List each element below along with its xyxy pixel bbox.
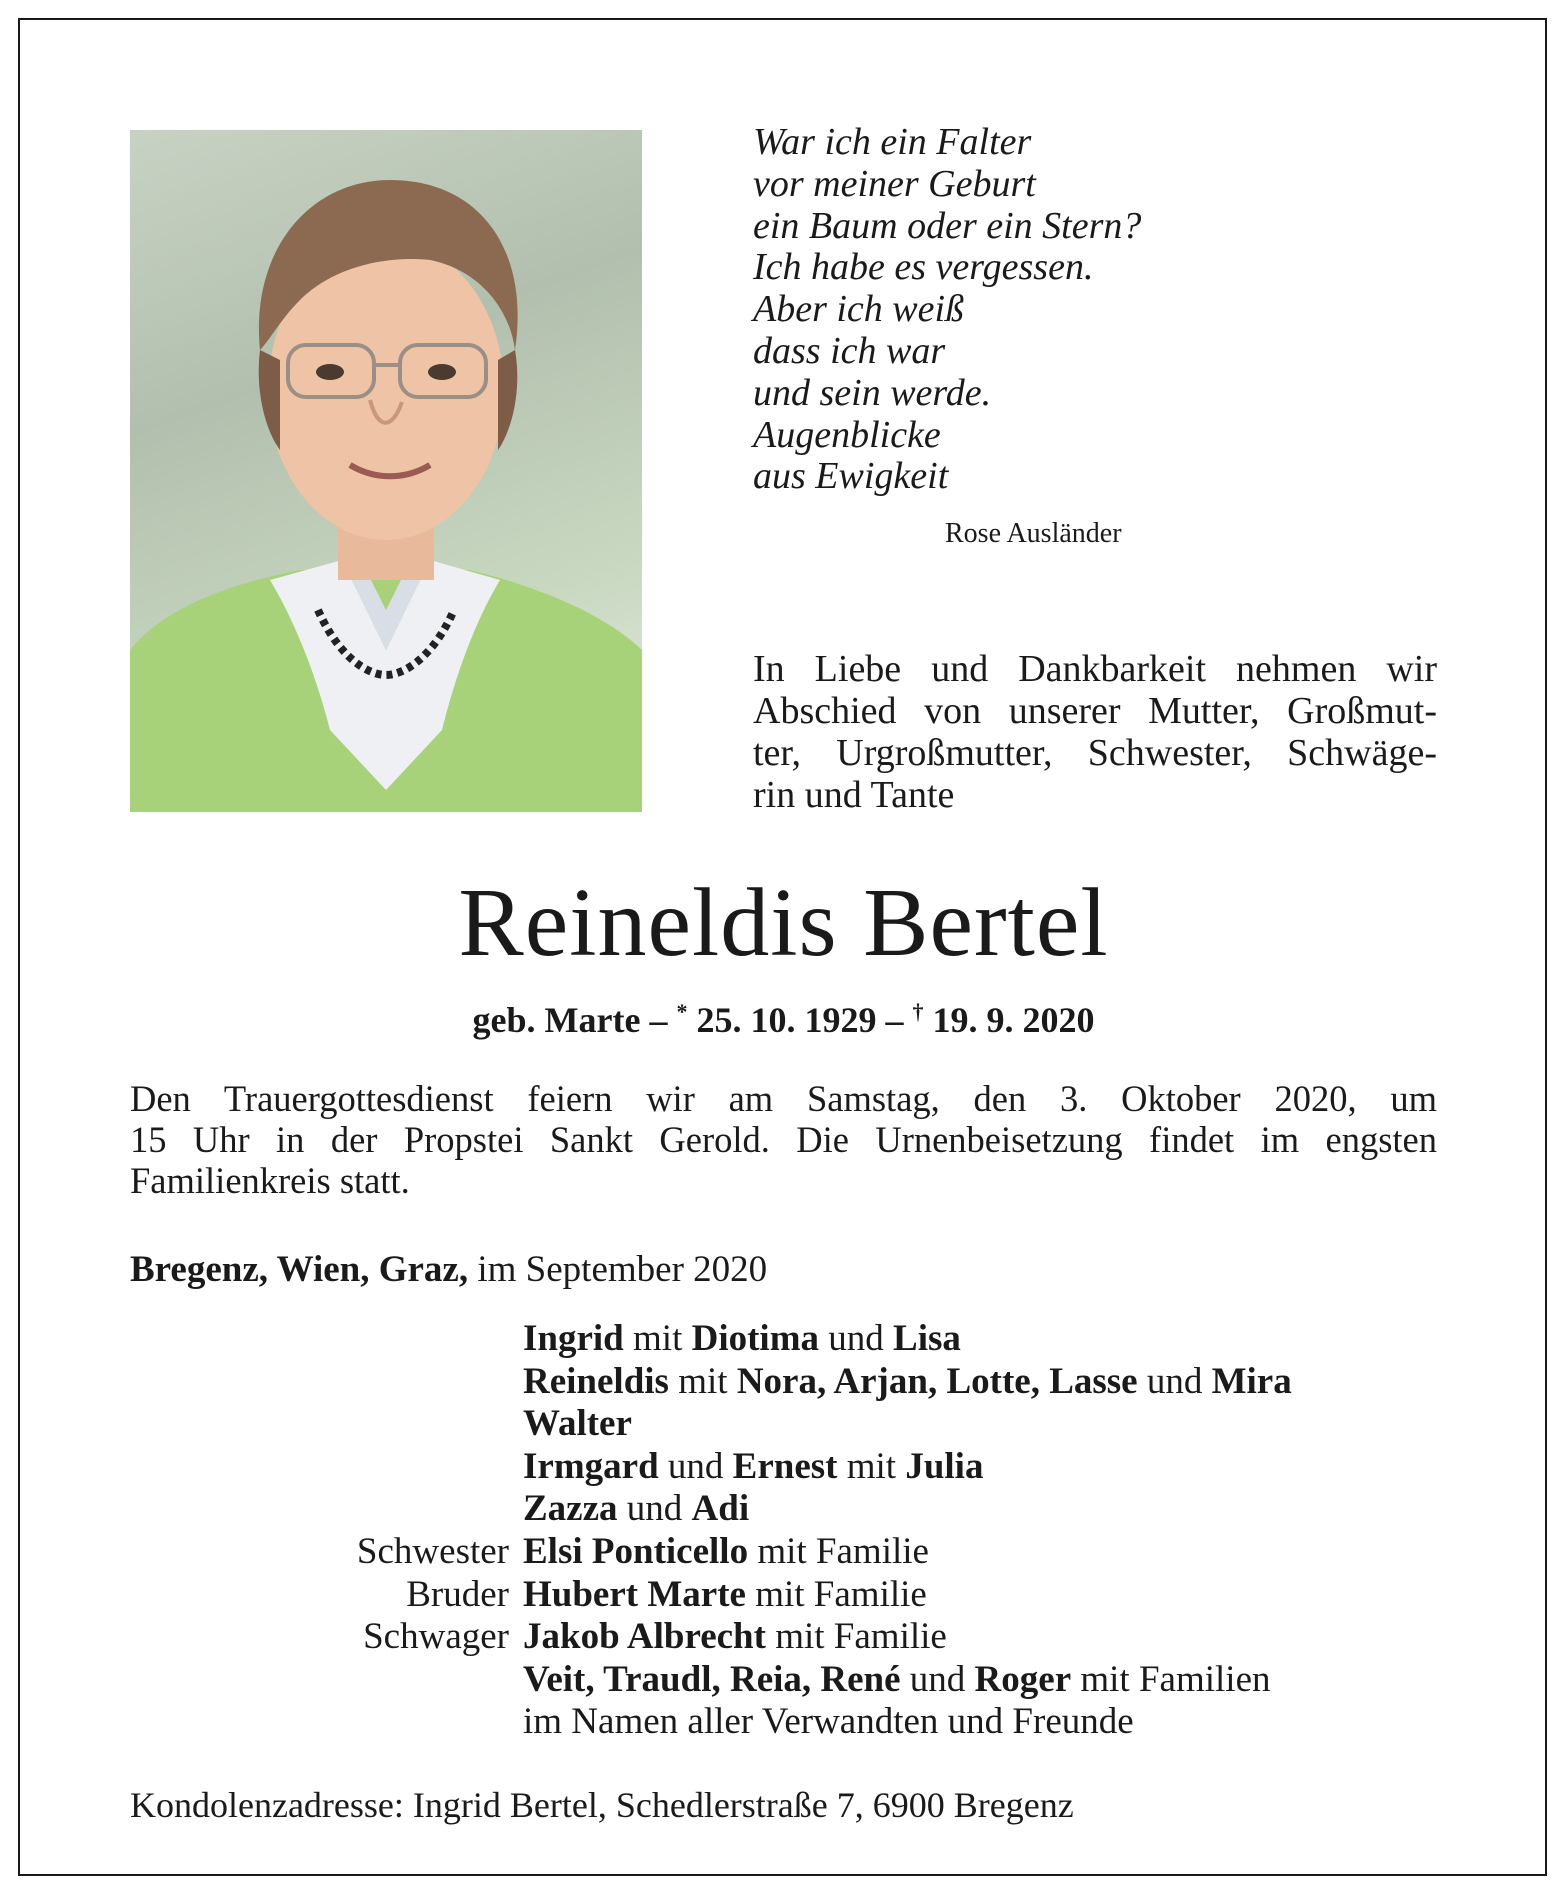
mourner-names	[523, 1574, 927, 1617]
death-date: 19. 9. 2020	[923, 1000, 1095, 1040]
mourner-name: Adi	[691, 1488, 750, 1530]
relation-label	[0, 1446, 523, 1489]
notice-date: im September 2020	[468, 1249, 768, 1290]
mourner-row	[0, 1574, 1567, 1617]
relation-label	[0, 1701, 523, 1744]
mourner-row	[0, 1659, 1567, 1702]
poem-line: Ich habe es vergessen.	[753, 246, 1094, 289]
connector-text: mit Familien	[1071, 1658, 1271, 1700]
mourner-name: Veit, Traudl, Reia, René	[523, 1658, 901, 1700]
mourner-name: Roger	[974, 1658, 1072, 1700]
mourner-row	[0, 1531, 1567, 1574]
connector-text: mit Familie	[745, 1573, 927, 1615]
relation-label: Bruder	[406, 1573, 509, 1615]
poem-line: War ich ein Falter	[753, 121, 1032, 163]
mourner-name: Lisa	[893, 1318, 961, 1359]
poem-line: Aber ich weiß	[753, 288, 965, 331]
poem-line: ein Baum oder ein Stern?	[753, 204, 1142, 247]
poem-line: Augenblicke	[753, 413, 941, 456]
connector-text: und	[900, 1658, 975, 1700]
life-dates	[0, 999, 1567, 1041]
intro-line: rin und Tante	[753, 774, 955, 816]
mourner-name: Ernest	[732, 1445, 838, 1487]
poem-line: vor meiner Geburt	[753, 162, 1036, 205]
mourner-name: Diotima	[691, 1318, 820, 1359]
relation-label	[0, 1659, 523, 1702]
poem-line: dass ich war	[753, 329, 946, 372]
mourner-names	[523, 1446, 983, 1489]
relation-label: Schwager	[363, 1616, 509, 1658]
connector-text: mit	[623, 1318, 692, 1359]
relation-label: Schwester	[356, 1530, 509, 1572]
mourners-list	[0, 1318, 1567, 1744]
service-line: Den Trauergottesdienst feiern wir am Samstag, den 3. Oktober 2020, um	[130, 1078, 1437, 1119]
place-date-line	[130, 1248, 767, 1291]
connector-text: mit	[668, 1360, 737, 1402]
intro-line: Abschied von unserer Mutter, Großmut-	[753, 690, 1437, 732]
mourner-name: Julia	[905, 1445, 984, 1487]
mourner-row	[0, 1361, 1567, 1404]
portrait-illustration	[130, 130, 642, 812]
death-symbol: †	[912, 999, 924, 1024]
connector-text: und	[819, 1318, 894, 1359]
birth-date: 25. 10. 1929 –	[687, 1000, 913, 1040]
mourner-name: Nora, Arjan, Lotte, Lasse	[736, 1360, 1138, 1402]
mourner-name: Ingrid	[523, 1318, 624, 1359]
connector-text: mit Familie	[748, 1530, 929, 1572]
mourner-name: Zazza	[523, 1488, 618, 1530]
connector-text: im Namen aller Verwandten und Freunde	[523, 1701, 1134, 1743]
mourner-row	[0, 1403, 1567, 1446]
portrait-photo	[130, 130, 642, 812]
mourner-row	[0, 1616, 1567, 1659]
mourner-names	[523, 1403, 632, 1446]
poem	[753, 122, 1141, 498]
mourner-names	[523, 1701, 1134, 1744]
mourner-names	[523, 1531, 929, 1574]
mourner-name: Elsi Ponticello	[523, 1530, 749, 1572]
maiden-name: geb. Marte –	[472, 1000, 677, 1040]
intro-line: ter, Urgroßmutter, Schwester, Schwäge-	[753, 732, 1437, 774]
relation-label	[0, 1403, 523, 1446]
relation-label	[0, 1488, 523, 1531]
connector-text: und	[617, 1488, 692, 1530]
service-line: Familienkreis statt.	[130, 1160, 410, 1201]
intro-paragraph	[753, 648, 1437, 816]
deceased-name: Reineldis Bertel	[458, 869, 1109, 977]
poem-line: aus Ewigkeit	[753, 455, 949, 498]
mourner-name: Mira	[1211, 1360, 1292, 1402]
mourner-row	[0, 1701, 1567, 1744]
mourner-names	[523, 1616, 947, 1659]
mourner-row	[0, 1318, 1567, 1361]
mourner-names	[523, 1659, 1271, 1702]
connector-text: mit Familie	[765, 1616, 947, 1658]
cities: Bregenz, Wien, Graz,	[130, 1249, 469, 1290]
intro-line: In Liebe und Dankbarkeit nehmen wir	[753, 648, 1437, 690]
poem-author: Rose Ausländer	[945, 518, 1122, 549]
mourner-name: Reineldis	[523, 1360, 669, 1402]
poem-line: und sein werde.	[753, 371, 992, 414]
mourner-names	[523, 1361, 1292, 1404]
mourner-name: Hubert Marte	[523, 1573, 746, 1615]
service-paragraph	[130, 1078, 1437, 1201]
mourner-name: Irmgard	[523, 1445, 659, 1487]
connector-text: und	[658, 1445, 733, 1487]
mourner-name: Jakob Albrecht	[523, 1616, 766, 1658]
birth-symbol: *	[676, 999, 688, 1024]
mourner-names	[523, 1318, 961, 1361]
mourner-row	[0, 1488, 1567, 1531]
mourner-row	[0, 1446, 1567, 1489]
connector-text: mit	[837, 1445, 906, 1487]
connector-text: und	[1137, 1360, 1212, 1402]
relation-label	[0, 1318, 523, 1361]
mourner-names	[523, 1488, 749, 1531]
condolence-address: Kondolenzadresse: Ingrid Bertel, Schedlerstraße 7, 6900 Bregenz	[130, 1785, 1074, 1825]
service-line: 15 Uhr in der Propstei Sankt Gerold. Die Urnenbeisetzung findet im engsten	[130, 1119, 1437, 1160]
relation-label	[0, 1361, 523, 1404]
mourner-name: Walter	[523, 1403, 632, 1445]
